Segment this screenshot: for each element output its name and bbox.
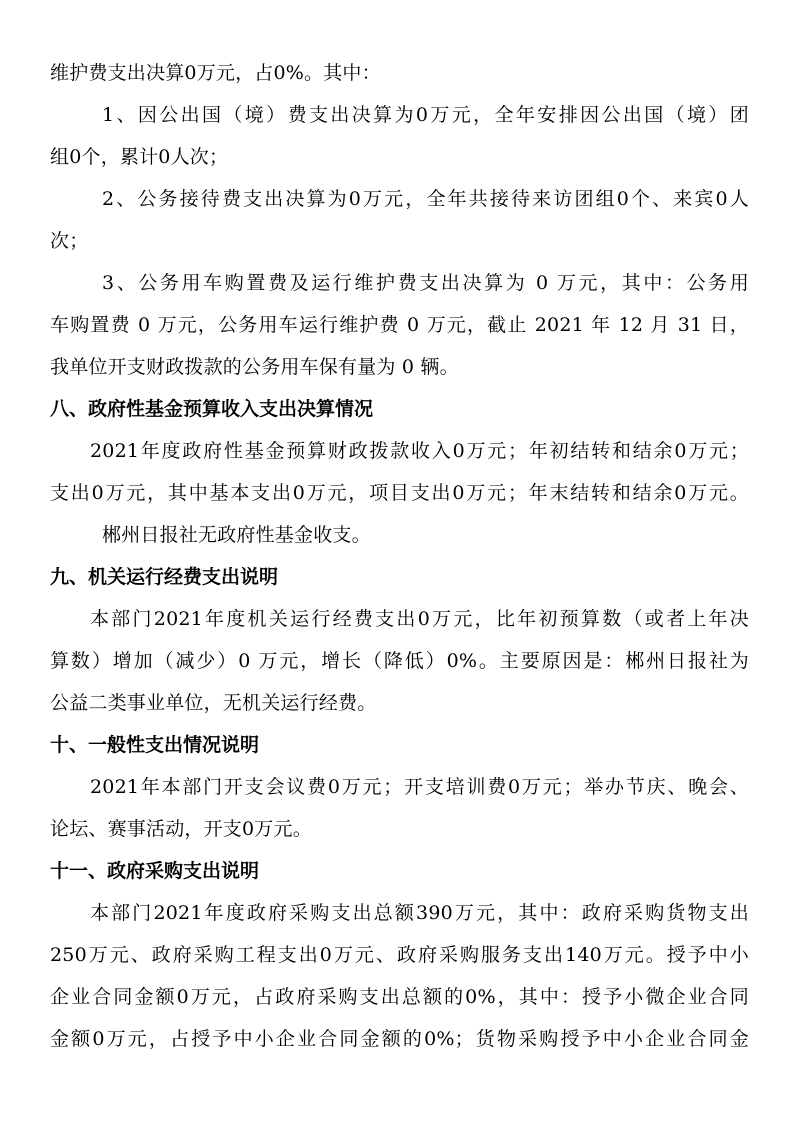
paragraph-line: 2021年本部门开支会议费0万元；开支培训费0万元；举办节庆、晚会、 [90, 776, 749, 798]
paragraph-line: 车购置费 0 万元，公务用车运行维护费 0 万元，截止 2021 年 12 月 31 日， [50, 314, 749, 336]
paragraph-line: 2021年度政府性基金预算财政拨款收入0万元；年初结转和结余0万元； [90, 440, 749, 462]
paragraph-line: 支出0万元，其中基本支出0万元，项目支出0万元；年末结转和结余0万元。 [50, 482, 749, 504]
section-heading: 九、机关运行经费支出说明 [50, 566, 279, 588]
paragraph-line: 本部门2021年度机关运行经费支出0万元，比年初预算数（或者上年决 [90, 608, 749, 630]
paragraph-line: 郴州日报社无政府性基金收支。 [102, 524, 371, 546]
paragraph-line: 企业合同金额0万元，占政府采购支出总额的0%，其中：授予小微企业合同 [50, 986, 749, 1008]
paragraph-line: 维护费支出决算0万元，占0%。其中： [50, 62, 381, 84]
paragraph-line: 2、公务接待费支出决算为0万元，全年共接待来访团组0个、来宾0人 [102, 188, 749, 210]
section-heading: 十一、政府采购支出说明 [50, 860, 260, 882]
paragraph-line: 我单位开支财政拨款的公务用车保有量为 0 辆。 [50, 356, 459, 378]
section-heading: 十、一般性支出情况说明 [50, 734, 260, 756]
paragraph-line: 金额0万元，占授予中小企业合同金额的0%；货物采购授予中小企业合同金 [50, 1028, 749, 1050]
paragraph-line: 3、公务用车购置费及运行维护费支出决算为 0 万元，其中：公务用 [102, 272, 749, 294]
paragraph-line: 1、因公出国（境）费支出决算为0万元，全年安排因公出国（境）团 [102, 104, 749, 126]
paragraph-line: 论坛、赛事活动，开支0万元。 [50, 818, 312, 840]
paragraph-line: 算数）增加（减少）0 万元，增长（降低）0%。主要原因是：郴州日报社为 [50, 650, 749, 672]
section-heading: 八、政府性基金预算收入支出决算情况 [50, 398, 374, 420]
paragraph-line: 组0个，累计0人次； [50, 146, 229, 168]
paragraph-line: 250万元、政府采购工程支出0万元、政府采购服务支出140万元。授予中小 [50, 944, 749, 966]
paragraph-line: 本部门2021年度政府采购支出总额390万元，其中：政府采购货物支出 [90, 902, 749, 924]
paragraph-line: 公益二类事业单位，无机关运行经费。 [50, 692, 377, 714]
document-body [50, 52, 749, 1060]
paragraph-line: 次； [50, 230, 89, 252]
